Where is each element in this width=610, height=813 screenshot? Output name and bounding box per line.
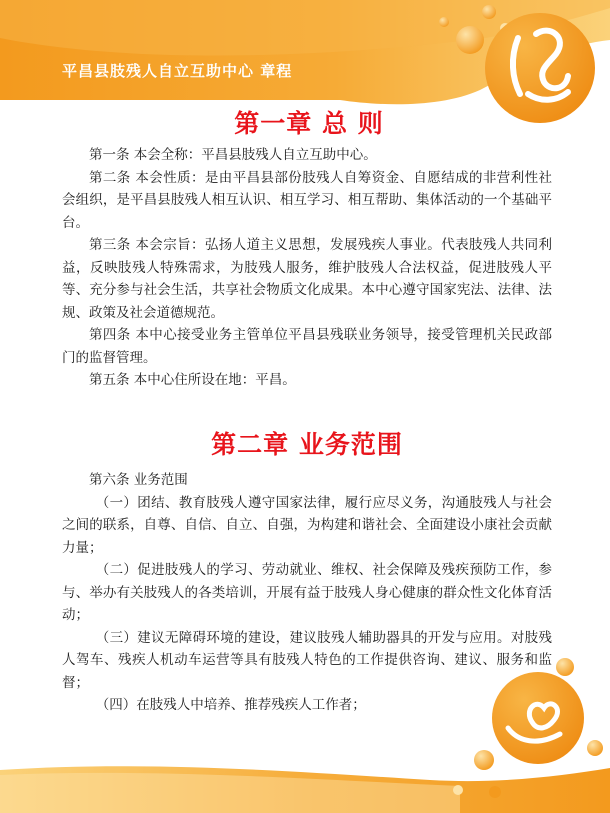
bubble (482, 5, 496, 19)
chapter-2-body (62, 469, 552, 717)
scope-item-2: （二）促进肢残人的学习、劳动就业、维权、社会保障及残疾预防工作，参与、举办有关肢残人的各类培训，开展有益于肢残人身心健康的群众性文化体育活动； (62, 562, 552, 623)
chapter-2-title: 第二章 业务范围 (211, 430, 403, 459)
article-5: 第五条 本中心住所设在地：平昌。 (89, 372, 296, 388)
bubble (456, 26, 484, 54)
chapter-1-title: 第一章 总 则 (234, 109, 384, 138)
article-3: 第三条 本会宗旨：弘扬人道主义思想，发展残疾人事业。代表肢残人共同利益，反映肢残人特殊需求，为肢残人服务，维护肢残人合法权益，促进肢残人平等、充分参与社会生活，共享社会物质文化成果。本中心遵守国家宪法、法律、法规、政策及社会道德规范。 (62, 237, 552, 321)
scope-item-1: （一）团结、教育肢残人遵守国家法律，履行应尽义务，沟通肢残人与社会之间的联系，自尊、自信、自立、自强，为构建和谐社会、全面建设小康社会贡献力量； (62, 494, 552, 556)
article-4: 第四条 本中心接受业务主管单位平昌县残联业务领导，接受管理机关民政部门的监督管理。 (62, 327, 552, 366)
bubble (489, 786, 501, 798)
article-6-heading: 第六条 业务范围 (89, 472, 188, 488)
bubble (439, 17, 449, 27)
bubble (453, 785, 463, 795)
chapter-1-body (62, 144, 552, 392)
page-header-title: 平昌县肢残人自立互助中心 章程 (62, 62, 293, 80)
bubble (474, 750, 494, 770)
article-1: 第一条 本会全称：平昌县肢残人自立互助中心。 (89, 147, 377, 163)
scope-item-3: （三）建议无障碍环境的建设，建议肢残人辅助器具的开发与应用。对肢残人驾车、残疾人机动车运营等具有肢残人特色的工作提供咨询、建议、服务和监督； (62, 629, 552, 691)
scope-item-4: （四）在肢残人中培养、推荐残疾人工作者； (95, 697, 366, 713)
article-2: 第二条 本会性质：是由平昌县部份肢残人自筹资金、自愿结成的非营利性社会组织，是平昌县肢残人相互认识、相互学习、相互帮助、集体活动的一个基础平台。 (62, 169, 552, 231)
bubble (587, 740, 603, 756)
bubble (556, 658, 574, 676)
